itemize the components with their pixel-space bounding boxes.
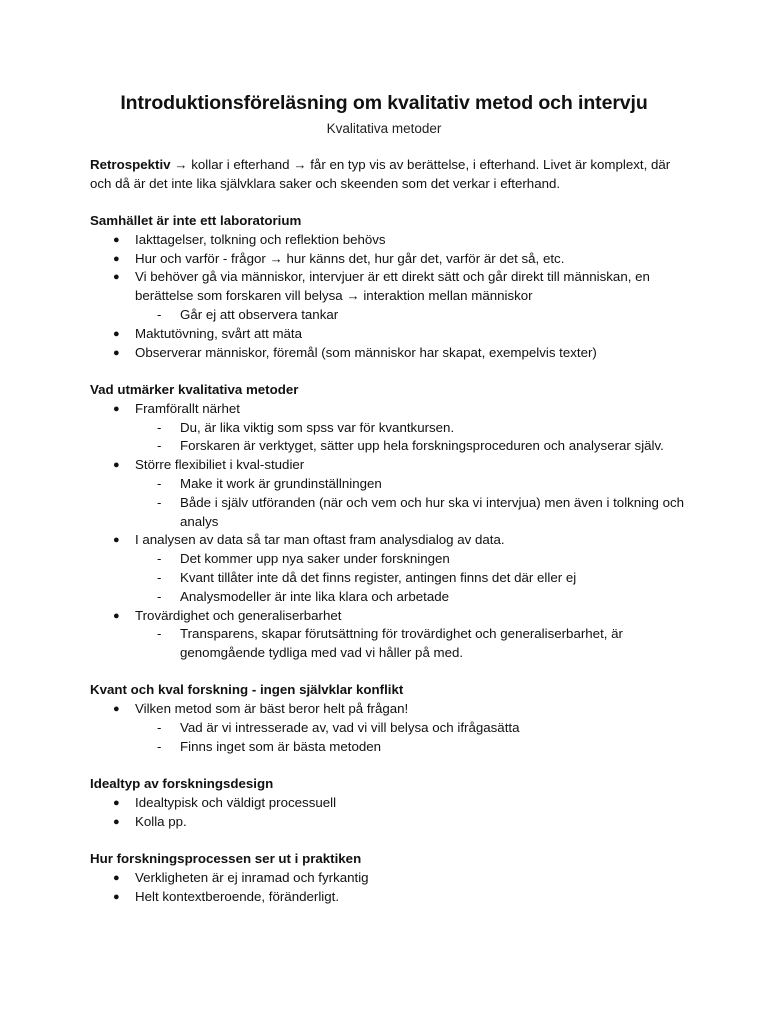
intro-paragraph bbox=[90, 156, 690, 194]
list-item-text: I analysen av data så tar man oftast fram analysdialog av data. bbox=[135, 532, 505, 548]
dash-icon: - bbox=[157, 569, 162, 585]
bullet-icon: ● bbox=[113, 534, 120, 547]
list-item bbox=[90, 456, 690, 531]
section bbox=[90, 212, 690, 362]
sub-list-item bbox=[135, 738, 690, 757]
list-item bbox=[90, 869, 690, 888]
dash-icon: - bbox=[157, 475, 162, 491]
list-item bbox=[90, 888, 690, 907]
sub-list bbox=[135, 475, 690, 531]
sub-list-item bbox=[135, 719, 690, 738]
dash-icon: - bbox=[157, 551, 162, 567]
dash-icon: - bbox=[157, 419, 162, 435]
bullet-icon: ● bbox=[113, 459, 120, 472]
sub-list-item bbox=[135, 494, 690, 532]
sub-list-item-text: Både i själv utföranden (när och vem och hur ska vi intervjua) men även i tolkning och analys bbox=[180, 494, 685, 529]
bullet-list bbox=[90, 400, 690, 663]
sub-list-item-text: Make it work är grundinställningen bbox=[180, 475, 382, 491]
sub-list bbox=[135, 625, 690, 663]
sub-list-item bbox=[135, 475, 690, 494]
document-body bbox=[90, 156, 690, 906]
bullet-icon: ● bbox=[113, 871, 120, 884]
list-item bbox=[90, 325, 690, 344]
list-item bbox=[90, 231, 690, 250]
list-item bbox=[90, 268, 690, 324]
sub-list-item-text: Du, är lika viktig som spss var för kvantkursen. bbox=[180, 419, 455, 435]
sub-list-item-text: Vad är vi intresserade av, vad vi vill belysa och ifrågasätta bbox=[180, 720, 520, 736]
intro-text: → kollar i efterhand → får en typ vis av berättelse, i efterhand. Livet är komplext, där och då är det inte lika självklara saker och skeenden som det verkar i efterhand. bbox=[90, 157, 671, 191]
list-item-text: Maktutövning, svårt att mäta bbox=[135, 325, 303, 341]
bullet-list bbox=[90, 794, 690, 832]
sub-list-item-text: Det kommer upp nya saker under forskningen bbox=[180, 551, 450, 567]
section-heading: Idealtyp av forskningsdesign bbox=[90, 776, 274, 792]
section-heading: Hur forskningsprocessen ser ut i praktiken bbox=[90, 851, 362, 866]
dash-icon: - bbox=[157, 588, 162, 604]
bullet-icon: ● bbox=[113, 703, 120, 716]
sub-list-item-text: Går ej att observera tankar bbox=[180, 307, 339, 323]
dash-icon: - bbox=[157, 626, 162, 642]
sub-list-item-text: Forskaren är verktyget, sätter upp hela forskningsproceduren och analyserar själv. bbox=[180, 438, 664, 454]
bullet-icon: ● bbox=[113, 609, 120, 622]
intro-keyword: Retrospektiv bbox=[90, 157, 171, 172]
sub-list bbox=[135, 419, 690, 457]
list-item-text: Större flexibiliet i kval-studier bbox=[135, 457, 305, 473]
bullet-icon: ● bbox=[113, 346, 120, 359]
list-item-text: Verkligheten är ej inramad och fyrkantig bbox=[135, 869, 369, 885]
list-item-text: Vilken metod som är bäst beror helt på frågan! bbox=[135, 701, 409, 717]
list-item bbox=[90, 531, 690, 606]
sub-list-item bbox=[135, 569, 690, 588]
bullet-icon: ● bbox=[113, 815, 120, 828]
list-item bbox=[90, 250, 690, 269]
bullet-icon: ● bbox=[113, 402, 120, 415]
list-item-text: Observerar människor, föremål (som människor har skapat, exempelvis texter) bbox=[135, 344, 597, 360]
bullet-icon: ● bbox=[113, 271, 120, 284]
dash-icon: - bbox=[157, 738, 162, 754]
bullet-list bbox=[90, 869, 690, 907]
bullet-icon: ● bbox=[113, 890, 120, 903]
list-item-text: Iakttagelser, tolkning och reflektion behövs bbox=[135, 231, 386, 247]
sub-list-item bbox=[135, 550, 690, 569]
list-item-text: Vi behöver gå via människor, intervjuer är ett direkt sätt och går direkt till människan, en berättelse som forskaren vill belysa → interaktion mellan människor bbox=[135, 269, 650, 304]
bullet-list bbox=[90, 700, 690, 756]
section-heading: Samhället är inte ett laboratorium bbox=[90, 213, 302, 229]
document-title: Introduktionsföreläsning om kvalitativ metod och intervju bbox=[120, 92, 648, 114]
bullet-icon: ● bbox=[113, 233, 120, 246]
sub-list-item bbox=[135, 588, 690, 607]
sections-container bbox=[90, 212, 690, 906]
section bbox=[90, 681, 690, 756]
list-item-text: Trovärdighet och generaliserbarhet bbox=[135, 607, 342, 623]
sub-list bbox=[135, 550, 690, 606]
sub-list-item bbox=[135, 625, 690, 663]
section-heading: Vad utmärker kvalitativa metoder bbox=[90, 381, 299, 397]
section bbox=[90, 381, 690, 663]
sub-list-item-text: Transparens, skapar förutsättning för trovärdighet och generaliserbarhet, är genomgående tydliga med vad vi håller på med. bbox=[180, 626, 623, 661]
list-item-text: Idealtypisk och väldigt processuell bbox=[135, 794, 337, 810]
list-item bbox=[90, 700, 690, 756]
list-item-text: Hur och varför - frågor → hur känns det, hur går det, varför är det så, etc. bbox=[135, 250, 565, 266]
list-item bbox=[90, 607, 690, 663]
bullet-icon: ● bbox=[113, 252, 120, 265]
list-item-text: Kolla pp. bbox=[135, 813, 187, 829]
list-item bbox=[90, 794, 690, 813]
dash-icon: - bbox=[157, 438, 162, 454]
bullet-list bbox=[90, 231, 690, 363]
bullet-icon: ● bbox=[113, 327, 120, 340]
list-item-text: Helt kontextberoende, föränderligt. bbox=[135, 888, 340, 904]
list-item bbox=[90, 344, 690, 363]
dash-icon: - bbox=[157, 720, 162, 736]
bullet-icon: ● bbox=[113, 796, 120, 809]
section bbox=[90, 775, 690, 831]
sub-list bbox=[135, 306, 690, 325]
dash-icon: - bbox=[157, 494, 162, 510]
list-item-text: Framförallt närhet bbox=[135, 400, 240, 416]
document-subtitle: Kvalitativa metoder bbox=[326, 121, 442, 136]
sub-list-item bbox=[135, 419, 690, 438]
section-heading: Kvant och kval forskning - ingen självklar konflikt bbox=[90, 682, 404, 698]
sub-list-item-text: Finns inget som är bästa metoden bbox=[180, 738, 382, 754]
section bbox=[90, 850, 690, 906]
sub-list-item bbox=[135, 437, 690, 456]
sub-list-item bbox=[135, 306, 690, 325]
dash-icon: - bbox=[157, 307, 162, 323]
sub-list-item-text: Analysmodeller är inte lika klara och arbetade bbox=[180, 588, 450, 604]
list-item bbox=[90, 400, 690, 456]
sub-list-item-text: Kvant tillåter inte då det finns register, antingen finns det där eller ej bbox=[180, 569, 577, 585]
list-item bbox=[90, 813, 690, 832]
sub-list bbox=[135, 719, 690, 757]
